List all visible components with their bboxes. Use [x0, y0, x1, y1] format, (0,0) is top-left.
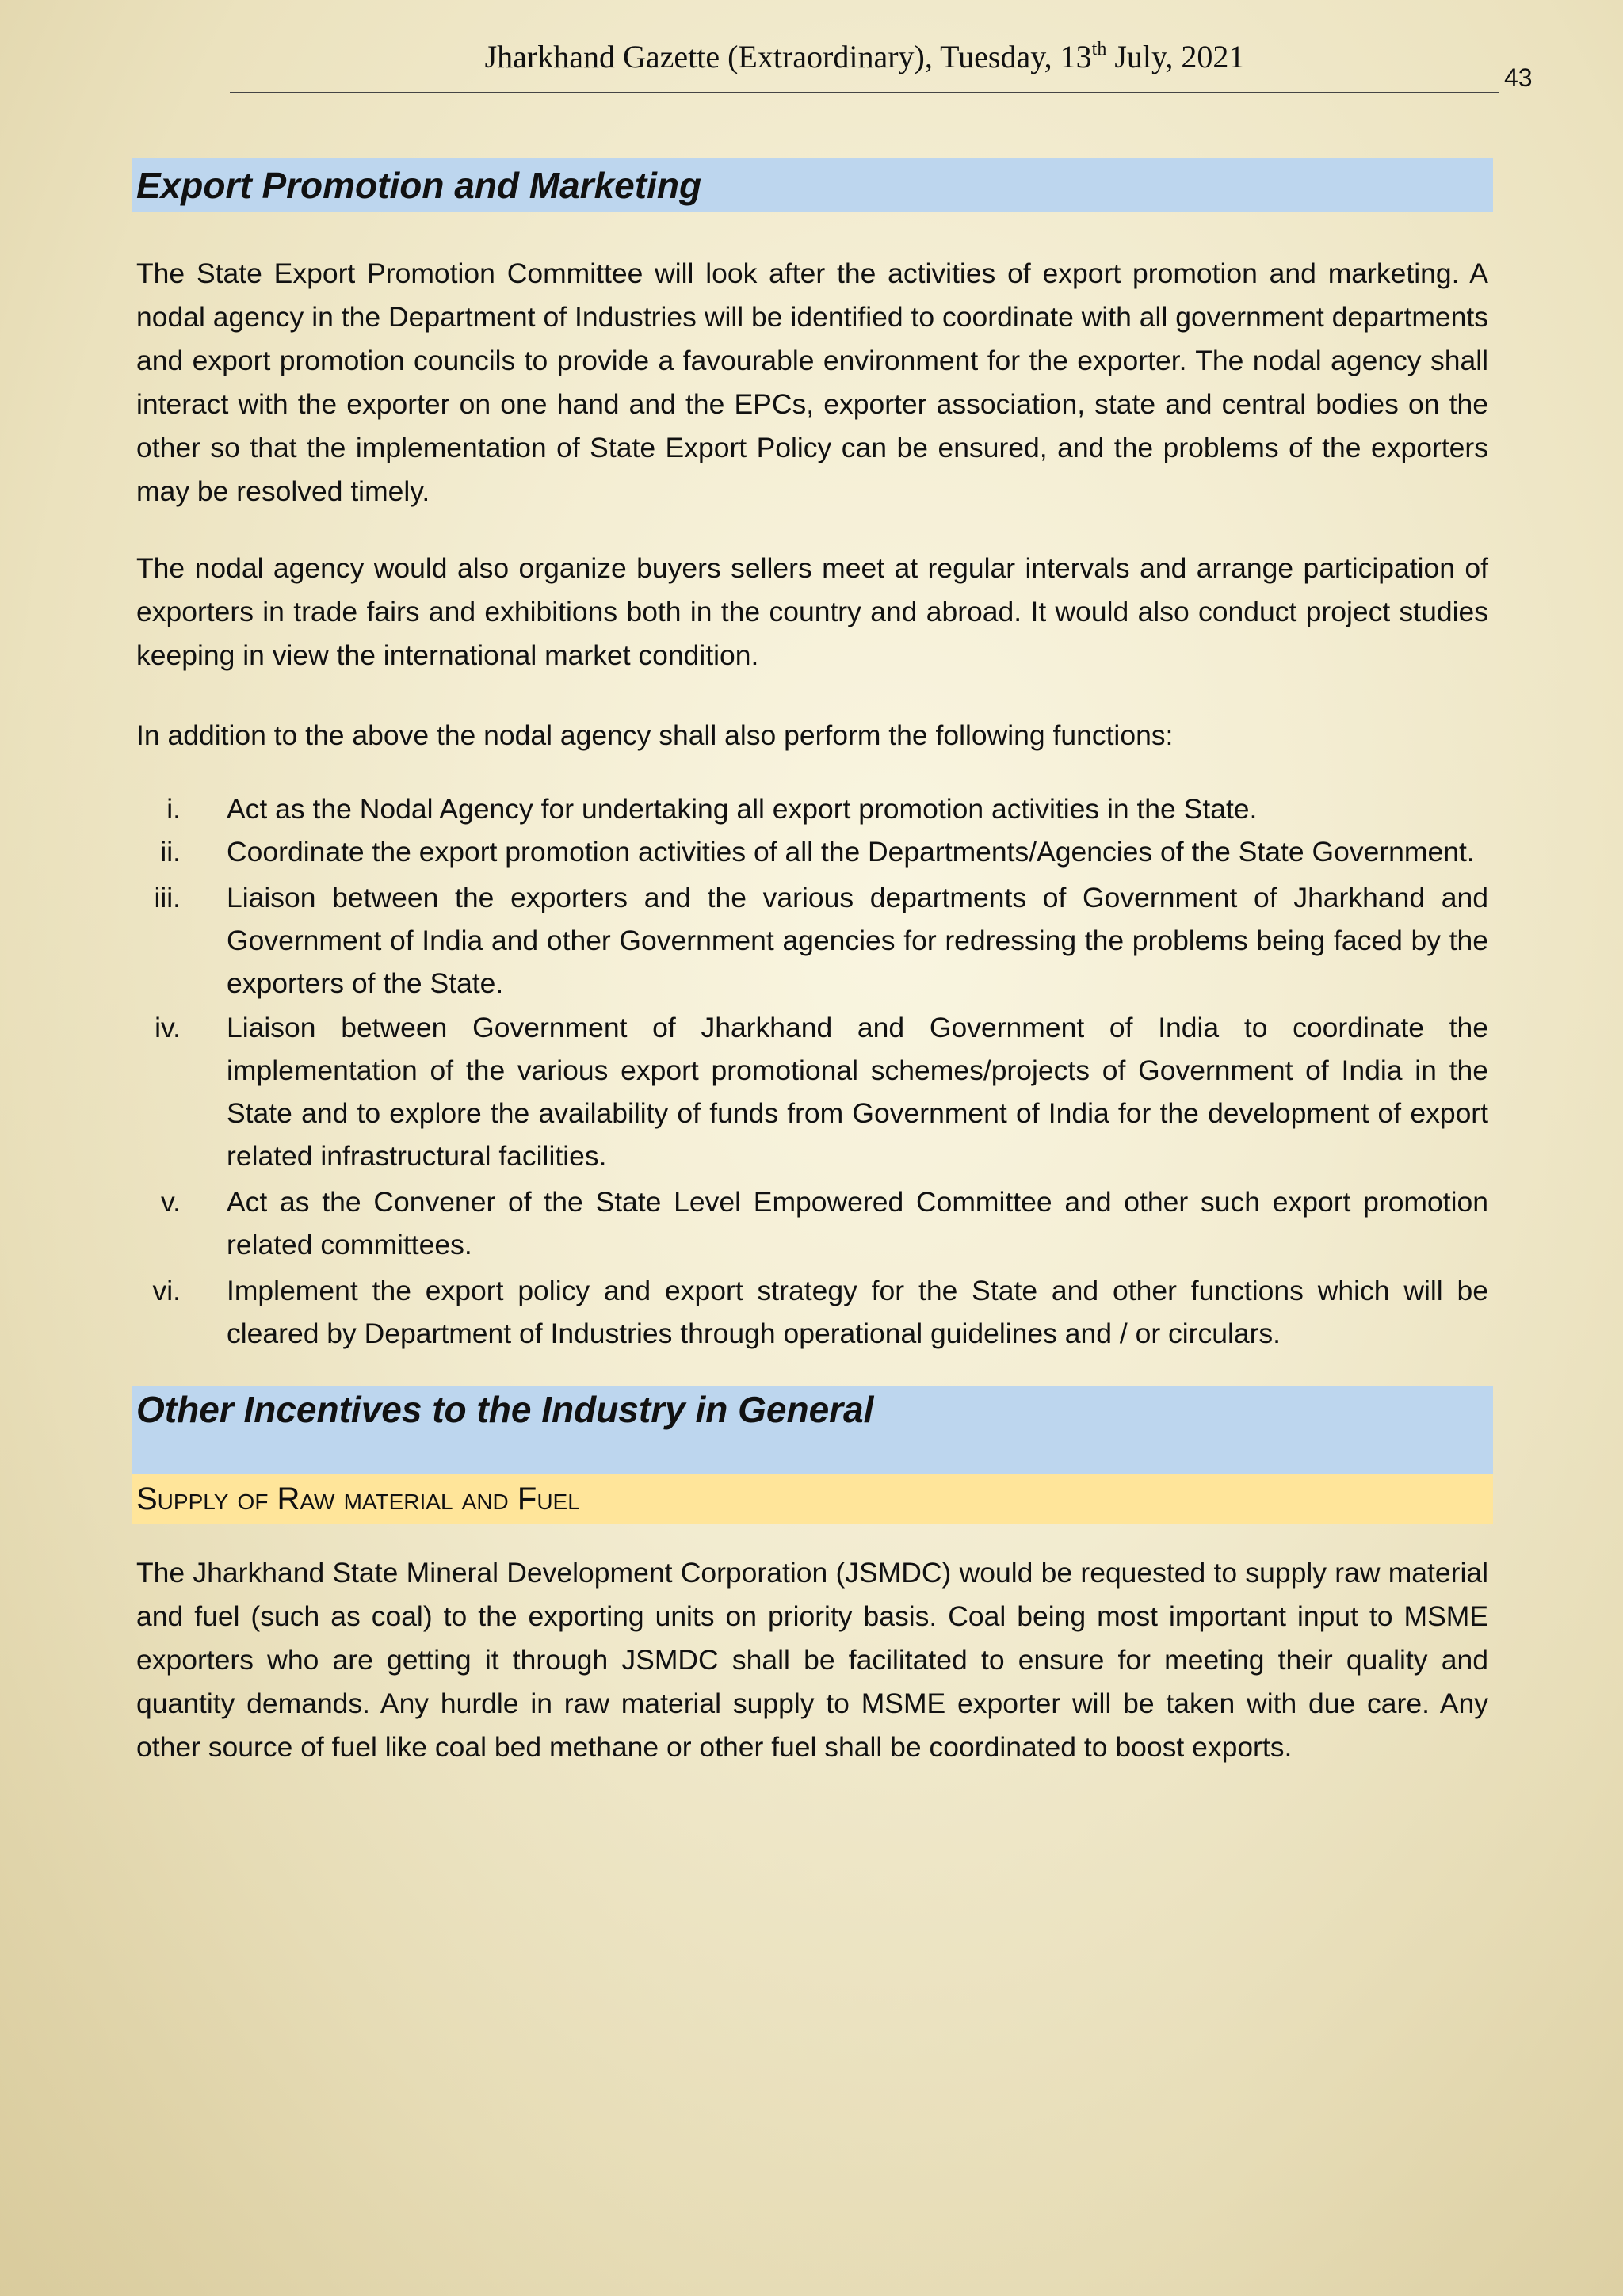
list-item-number: ii. [160, 836, 181, 868]
header-title-sup: th [1091, 39, 1107, 59]
list-item-number: iii. [154, 882, 181, 913]
paragraph-nodal-agency: The nodal agency would also organize buyers sellers meet at regular intervals and arrange participation of exporters in trade fairs and exhibitions both in the country and abroad. It would also conduct project studies keeping in view the international market condition. [136, 552, 1488, 671]
list-item-number: v. [161, 1186, 181, 1218]
list-item-text: Liaison between the exporters and the various departments of Government of Jharkhand and Government of India and other Government agencies for redressing the problems being faced by the exporters of the State. [227, 882, 1488, 999]
gazette-header [230, 35, 1499, 79]
paragraph-export-committee: The State Export Promotion Committee will look after the activities of export promotion and marketing. A nodal agency in the Department of Industries will be identified to coordinate with all government departments and export promotion councils to provide a favourable environment for the exporter. The nodal agency shall interact with the exporter on one hand and the EPCs, exporter association, state and central bodies on the other so that the implementation of State Export Policy can be ensured, and the problems of the exporters may be resolved timely. [136, 257, 1488, 507]
list-item-number: iv. [155, 1012, 181, 1043]
list-item [132, 1006, 1493, 1177]
paragraph-jsmdc: The Jharkhand State Mineral Development Corporation (JSMDC) would be requested to supply raw material and fuel (such as coal) to the exporting units on priority basis. Coal being most important input to MSME exporters who are getting it through JSMDC shall be facilitated to ensure for meeting their quality and quantity demands. Any hurdle in raw material supply to MSME exporter will be taken with due care. Any other source of fuel like coal bed methane or other fuel shall be coordinated to boost exports. [136, 1557, 1488, 1763]
page-number: 43 [1504, 63, 1533, 92]
page-content [132, 158, 1493, 1769]
list-item-text: Act as the Nodal Agency for undertaking all export promotion activities in the State. [227, 793, 1258, 825]
list-item-number: i. [166, 793, 181, 825]
functions-list [132, 788, 1493, 1355]
list-item [132, 876, 1493, 1005]
list-item-number: vi. [152, 1275, 181, 1306]
paragraph-functions-intro: In addition to the above the nodal agency shall also perform the following functions: [136, 719, 1174, 751]
section-heading-export-promotion: Export Promotion and Marketing [132, 158, 1493, 212]
list-item [132, 830, 1493, 873]
list-item [132, 1269, 1493, 1355]
list-item [132, 1180, 1493, 1266]
list-item [132, 788, 1493, 830]
sub-heading-raw-material: Supply of Raw material and Fuel [132, 1474, 1493, 1524]
list-item-text: Act as the Convener of the State Level Empowered Committee and other such export promotion related committees. [227, 1186, 1488, 1261]
list-item-text: Implement the export policy and export strategy for the State and other functions which will be cleared by Department of Industries through operational guidelines and / or circulars. [227, 1275, 1488, 1349]
header-title-pre: Jharkhand Gazette (Extraordinary), Tuesday, 13 [484, 39, 1092, 74]
list-item-text: Liaison between Government of Jharkhand and Government of India to coordinate the implementation of the various export promotional schemes/projects of Government of India in the State and to explore the availability of funds from Government of India for the development of export related infrastructural facilities. [227, 1012, 1488, 1172]
section-heading-other-incentives: Other Incentives to the Industry in General [132, 1386, 1493, 1474]
list-item-text: Coordinate the export promotion activities of all the Departments/Agencies of the State Government. [227, 836, 1475, 868]
header-rule [230, 92, 1499, 93]
header-title-post: July, 2021 [1106, 39, 1245, 74]
